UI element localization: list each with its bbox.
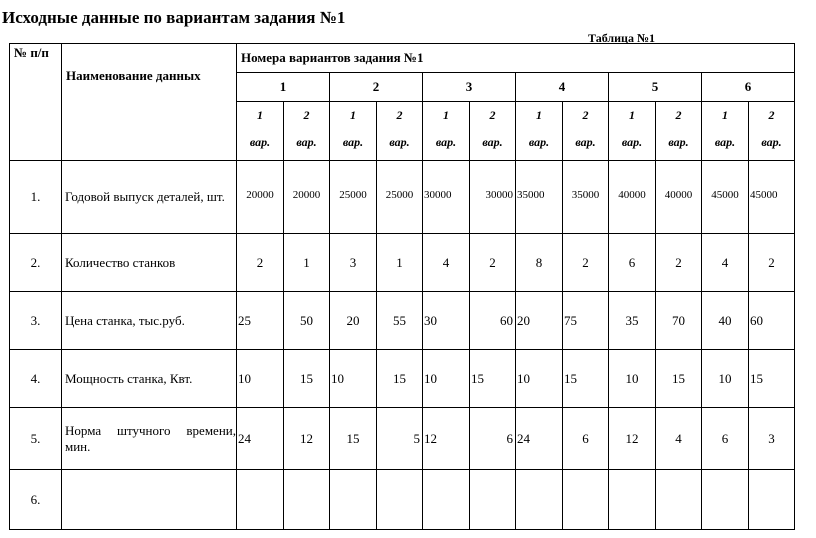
variant-subheader <box>609 102 656 161</box>
table-cell: 15 <box>330 408 377 470</box>
table-cell: 15 <box>470 350 516 408</box>
header-number: № п/п <box>10 44 62 161</box>
table-cell: 12 <box>423 408 470 470</box>
table-cell: 3 <box>330 234 377 292</box>
variant-number: 1 <box>257 108 263 122</box>
table-cell: 10 <box>516 350 563 408</box>
variant-label: вар. <box>342 135 364 149</box>
variant-subheader <box>423 102 470 161</box>
row-number: 3. <box>10 292 62 350</box>
row-name: Количество станков <box>62 234 237 292</box>
table-cell: 1 <box>377 234 423 292</box>
table-cell: 12 <box>609 408 656 470</box>
table-cell: 6 <box>470 408 516 470</box>
table-cell: 30000 <box>470 161 516 234</box>
table-cell: 70 <box>656 292 702 350</box>
table-row <box>10 408 795 470</box>
table-cell: 55 <box>377 292 423 350</box>
variant-subheader <box>377 102 423 161</box>
variant-subheader <box>749 102 795 161</box>
table-cell: 12 <box>284 408 330 470</box>
table-cell: 45000 <box>702 161 749 234</box>
table-cell <box>470 470 516 530</box>
table-cell: 10 <box>609 350 656 408</box>
row-name <box>62 470 237 530</box>
variant-number: 2 <box>489 108 496 122</box>
table-cell <box>749 470 795 530</box>
variant-number: 2 <box>396 108 403 122</box>
variant-number: 2 <box>582 108 589 122</box>
table-cell: 6 <box>563 408 609 470</box>
variant-group-4: 4 <box>516 73 609 102</box>
table-cell: 6 <box>609 234 656 292</box>
variant-number: 1 <box>722 108 728 122</box>
table-cell: 8 <box>516 234 563 292</box>
variant-subheader <box>516 102 563 161</box>
variant-label: вар. <box>435 135 457 149</box>
variant-label: вар. <box>482 135 503 149</box>
table-cell: 20000 <box>284 161 330 234</box>
table-cell <box>702 470 749 530</box>
table-cell: 50 <box>284 292 330 350</box>
row-name: Цена станка, тыс.руб. <box>62 292 237 350</box>
table-cell: 25000 <box>330 161 377 234</box>
table-cell: 15 <box>377 350 423 408</box>
variant-group-3: 3 <box>423 73 516 102</box>
variant-subheader <box>330 102 377 161</box>
table-cell <box>330 470 377 530</box>
variant-subheader <box>470 102 516 161</box>
table-cell <box>563 470 609 530</box>
variant-subheader <box>284 102 330 161</box>
row-name: Мощность станка, Квт. <box>62 350 237 408</box>
table-cell <box>237 470 284 530</box>
page-title: Исходные данные по вариантам задания №1 <box>2 8 346 27</box>
variant-number: 2 <box>675 108 682 122</box>
variant-group-1: 1 <box>237 73 330 102</box>
variant-label: вар. <box>621 135 643 149</box>
row-name: Норма штучного времени, мин. <box>62 408 237 470</box>
table-cell: 35000 <box>563 161 609 234</box>
table-cell: 25000 <box>377 161 423 234</box>
variant-label: вар. <box>714 135 736 149</box>
table-cell <box>284 470 330 530</box>
table-cell: 15 <box>284 350 330 408</box>
table-cell: 4 <box>423 234 470 292</box>
variant-label: вар. <box>761 135 782 149</box>
table-cell: 1 <box>284 234 330 292</box>
variant-subheader <box>702 102 749 161</box>
table-cell: 5 <box>377 408 423 470</box>
row-number: 2. <box>10 234 62 292</box>
table-cell <box>377 470 423 530</box>
table-cell: 60 <box>749 292 795 350</box>
variant-group-5: 5 <box>609 73 702 102</box>
table-cell: 30 <box>423 292 470 350</box>
table-cell: 15 <box>656 350 702 408</box>
variant-label: вар. <box>296 135 317 149</box>
variant-subheader <box>237 102 284 161</box>
table-cell: 30000 <box>423 161 470 234</box>
table-cell: 60 <box>470 292 516 350</box>
table-cell: 24 <box>237 408 284 470</box>
table-cell: 40000 <box>609 161 656 234</box>
row-number: 6. <box>10 470 62 530</box>
table-cell: 2 <box>656 234 702 292</box>
variant-number: 2 <box>303 108 310 122</box>
table-cell: 40000 <box>656 161 702 234</box>
variant-number: 2 <box>768 108 775 122</box>
table-cell: 2 <box>563 234 609 292</box>
table-cell <box>609 470 656 530</box>
table-cell: 2 <box>470 234 516 292</box>
table-cell: 15 <box>563 350 609 408</box>
variant-label: вар. <box>668 135 689 149</box>
table-cell: 4 <box>702 234 749 292</box>
table-cell: 25 <box>237 292 284 350</box>
table-cell: 10 <box>237 350 284 408</box>
table-caption: Таблица №1 <box>588 31 656 45</box>
variant-number: 1 <box>536 108 542 122</box>
table-row <box>10 234 795 292</box>
table-cell: 3 <box>749 408 795 470</box>
header-name: Наименование данных <box>62 44 237 161</box>
table-cell <box>656 470 702 530</box>
variant-number: 1 <box>350 108 356 122</box>
table-cell: 20 <box>330 292 377 350</box>
table-cell: 20 <box>516 292 563 350</box>
row-number: 1. <box>10 161 62 234</box>
variants-table <box>9 43 795 530</box>
table-cell <box>423 470 470 530</box>
table-row <box>10 292 795 350</box>
variant-label: вар. <box>389 135 410 149</box>
table-cell: 15 <box>749 350 795 408</box>
table-cell: 24 <box>516 408 563 470</box>
row-number: 5. <box>10 408 62 470</box>
header-variants: Номера вариантов задания №1 <box>237 44 795 73</box>
table-cell <box>516 470 563 530</box>
row-number: 4. <box>10 350 62 408</box>
variant-label: вар. <box>528 135 550 149</box>
table-cell: 35000 <box>516 161 563 234</box>
variant-number: 1 <box>443 108 449 122</box>
table-cell: 6 <box>702 408 749 470</box>
table-row <box>10 470 795 530</box>
table-cell: 10 <box>702 350 749 408</box>
table-cell: 2 <box>749 234 795 292</box>
variant-subheader <box>656 102 702 161</box>
variant-label: вар. <box>575 135 596 149</box>
table-cell: 10 <box>423 350 470 408</box>
table-cell: 2 <box>237 234 284 292</box>
variant-group-2: 2 <box>330 73 423 102</box>
variant-subheader <box>563 102 609 161</box>
table-cell: 35 <box>609 292 656 350</box>
variant-group-6: 6 <box>702 73 795 102</box>
table-cell: 4 <box>656 408 702 470</box>
variant-number: 1 <box>629 108 635 122</box>
table-cell: 20000 <box>237 161 284 234</box>
table-cell: 45000 <box>749 161 795 234</box>
table-cell: 10 <box>330 350 377 408</box>
row-name: Годовой выпуск деталей, шт. <box>62 161 237 234</box>
table-row <box>10 350 795 408</box>
table-row <box>10 161 795 234</box>
table-cell: 75 <box>563 292 609 350</box>
table-cell: 40 <box>702 292 749 350</box>
variant-label: вар. <box>249 135 271 149</box>
